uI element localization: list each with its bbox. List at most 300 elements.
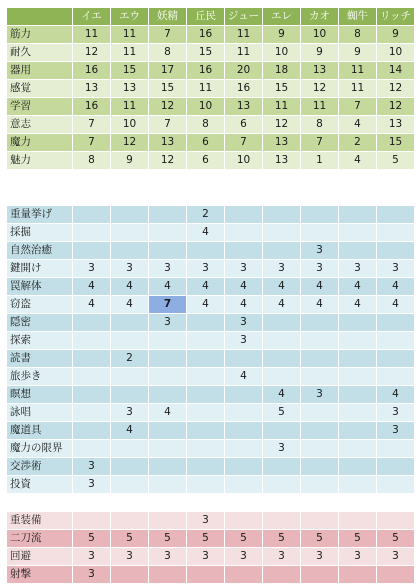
value-cell[interactable]: 17 <box>149 62 187 80</box>
value-cell[interactable]: 3 <box>301 548 339 566</box>
value-cell[interactable]: 11 <box>73 26 111 44</box>
value-cell[interactable] <box>73 350 111 368</box>
value-cell[interactable]: 10 <box>225 152 263 170</box>
value-cell[interactable]: 3 <box>149 548 187 566</box>
value-cell[interactable] <box>111 440 149 458</box>
value-cell[interactable] <box>73 206 111 224</box>
value-cell[interactable] <box>187 314 225 332</box>
value-cell[interactable] <box>377 458 415 476</box>
value-cell[interactable]: 3 <box>73 458 111 476</box>
value-cell[interactable] <box>263 512 301 530</box>
value-cell[interactable]: 11 <box>339 62 377 80</box>
value-cell[interactable]: 7 <box>73 134 111 152</box>
column-header[interactable]: ジュー <box>225 8 263 26</box>
value-cell[interactable]: 7 <box>225 134 263 152</box>
value-cell[interactable] <box>301 224 339 242</box>
value-cell[interactable]: 12 <box>301 80 339 98</box>
value-cell[interactable]: 4 <box>377 386 415 404</box>
value-cell[interactable]: 5 <box>111 530 149 548</box>
value-cell[interactable] <box>111 242 149 260</box>
blank-cell <box>7 188 73 206</box>
row-label[interactable]: 読書 <box>7 350 73 368</box>
value-cell[interactable]: 9 <box>377 26 415 44</box>
value-cell[interactable] <box>225 242 263 260</box>
value-cell[interactable]: 10 <box>377 44 415 62</box>
value-cell[interactable]: 4 <box>263 386 301 404</box>
value-cell[interactable] <box>263 224 301 242</box>
value-cell[interactable]: 4 <box>225 368 263 386</box>
value-cell[interactable]: 4 <box>111 422 149 440</box>
selected-cell[interactable]: 7 <box>149 296 187 314</box>
value-cell[interactable] <box>73 512 111 530</box>
value-cell[interactable]: 13 <box>149 134 187 152</box>
value-cell[interactable] <box>73 386 111 404</box>
value-cell[interactable] <box>187 242 225 260</box>
row-label[interactable]: 投資 <box>7 476 73 494</box>
value-cell[interactable] <box>187 476 225 494</box>
value-cell[interactable]: 4 <box>263 296 301 314</box>
value-cell[interactable]: 4 <box>73 296 111 314</box>
value-cell[interactable]: 2 <box>339 134 377 152</box>
value-cell[interactable] <box>73 332 111 350</box>
value-cell[interactable]: 2 <box>187 206 225 224</box>
value-cell[interactable] <box>111 386 149 404</box>
value-cell[interactable]: 4 <box>187 296 225 314</box>
row-label[interactable]: 探索 <box>7 332 73 350</box>
value-cell[interactable] <box>339 206 377 224</box>
value-cell[interactable]: 4 <box>263 278 301 296</box>
row-label[interactable]: 重装備 <box>7 512 73 530</box>
value-cell[interactable] <box>377 368 415 386</box>
row-label[interactable]: 鍵開け <box>7 260 73 278</box>
value-cell[interactable] <box>377 512 415 530</box>
value-cell[interactable]: 5 <box>263 530 301 548</box>
value-cell[interactable]: 15 <box>187 44 225 62</box>
row-label[interactable]: 採掘 <box>7 224 73 242</box>
row-label[interactable]: 窃盗 <box>7 296 73 314</box>
row-label[interactable]: 交渉術 <box>7 458 73 476</box>
value-cell[interactable]: 10 <box>111 116 149 134</box>
value-cell[interactable]: 3 <box>73 476 111 494</box>
value-cell[interactable]: 5 <box>377 530 415 548</box>
value-cell[interactable] <box>339 224 377 242</box>
value-cell[interactable] <box>377 350 415 368</box>
value-cell[interactable] <box>149 476 187 494</box>
value-cell[interactable] <box>73 224 111 242</box>
row-label[interactable]: 射撃 <box>7 566 73 584</box>
value-cell[interactable]: 4 <box>377 278 415 296</box>
value-cell[interactable]: 16 <box>73 98 111 116</box>
value-cell[interactable]: 3 <box>377 404 415 422</box>
value-cell[interactable]: 3 <box>339 260 377 278</box>
value-cell[interactable] <box>149 566 187 584</box>
skill-row <box>7 368 415 386</box>
value-cell[interactable] <box>225 224 263 242</box>
stat-row <box>7 44 415 62</box>
value-cell[interactable]: 7 <box>149 116 187 134</box>
value-cell[interactable]: 5 <box>225 530 263 548</box>
value-cell[interactable] <box>225 206 263 224</box>
value-cell[interactable]: 3 <box>339 548 377 566</box>
value-cell[interactable]: 3 <box>187 548 225 566</box>
value-cell[interactable] <box>149 440 187 458</box>
value-cell[interactable]: 3 <box>377 260 415 278</box>
value-cell[interactable] <box>225 386 263 404</box>
value-cell[interactable] <box>149 386 187 404</box>
value-cell[interactable]: 11 <box>111 44 149 62</box>
value-cell[interactable]: 6 <box>187 134 225 152</box>
value-cell[interactable]: 3 <box>111 404 149 422</box>
value-cell[interactable]: 4 <box>339 278 377 296</box>
column-header[interactable]: エウ <box>111 8 149 26</box>
value-cell[interactable] <box>187 332 225 350</box>
value-cell[interactable] <box>149 332 187 350</box>
row-label[interactable]: 自然治癒 <box>7 242 73 260</box>
value-cell[interactable]: 4 <box>111 296 149 314</box>
value-cell[interactable] <box>111 512 149 530</box>
value-cell[interactable] <box>225 422 263 440</box>
value-cell[interactable] <box>301 332 339 350</box>
value-cell[interactable]: 7 <box>149 26 187 44</box>
value-cell[interactable]: 3 <box>225 548 263 566</box>
row-label[interactable]: 回避 <box>7 548 73 566</box>
value-cell[interactable]: 8 <box>73 152 111 170</box>
value-cell[interactable] <box>301 476 339 494</box>
skill-row <box>7 458 415 476</box>
value-cell[interactable]: 4 <box>111 278 149 296</box>
value-cell[interactable]: 8 <box>149 44 187 62</box>
value-cell[interactable] <box>225 476 263 494</box>
row-label[interactable]: 意志 <box>7 116 73 134</box>
value-cell[interactable]: 5 <box>149 530 187 548</box>
blank-cell <box>301 188 339 206</box>
value-cell[interactable] <box>377 314 415 332</box>
value-cell[interactable] <box>149 224 187 242</box>
value-cell[interactable] <box>301 368 339 386</box>
value-cell[interactable] <box>339 422 377 440</box>
blank-cell <box>225 170 263 188</box>
value-cell[interactable]: 13 <box>263 152 301 170</box>
value-cell[interactable]: 15 <box>149 80 187 98</box>
value-cell[interactable] <box>111 458 149 476</box>
value-cell[interactable] <box>187 404 225 422</box>
race-skill-table <box>6 7 415 584</box>
value-cell[interactable]: 3 <box>377 422 415 440</box>
value-cell[interactable] <box>339 332 377 350</box>
row-label[interactable]: 二刀流 <box>7 530 73 548</box>
value-cell[interactable]: 3 <box>73 548 111 566</box>
value-cell[interactable]: 5 <box>263 404 301 422</box>
value-cell[interactable] <box>111 368 149 386</box>
value-cell[interactable] <box>187 566 225 584</box>
value-cell[interactable]: 8 <box>301 116 339 134</box>
value-cell[interactable]: 3 <box>73 260 111 278</box>
value-cell[interactable]: 10 <box>187 98 225 116</box>
value-cell[interactable] <box>263 566 301 584</box>
value-cell[interactable]: 16 <box>187 26 225 44</box>
value-cell[interactable] <box>187 368 225 386</box>
value-cell[interactable] <box>73 242 111 260</box>
row-label[interactable]: 耐久 <box>7 44 73 62</box>
value-cell[interactable]: 4 <box>187 278 225 296</box>
value-cell[interactable]: 11 <box>301 98 339 116</box>
value-cell[interactable]: 5 <box>187 530 225 548</box>
value-cell[interactable]: 3 <box>263 260 301 278</box>
value-cell[interactable]: 4 <box>149 404 187 422</box>
value-cell[interactable]: 11 <box>263 98 301 116</box>
row-label[interactable]: 魔道具 <box>7 422 73 440</box>
value-cell[interactable]: 13 <box>263 134 301 152</box>
value-cell[interactable] <box>187 350 225 368</box>
value-cell[interactable] <box>149 242 187 260</box>
value-cell[interactable]: 3 <box>149 314 187 332</box>
value-cell[interactable] <box>73 404 111 422</box>
value-cell[interactable] <box>225 566 263 584</box>
value-cell[interactable]: 3 <box>149 260 187 278</box>
value-cell[interactable]: 4 <box>73 278 111 296</box>
value-cell[interactable]: 11 <box>339 80 377 98</box>
value-cell[interactable]: 3 <box>187 512 225 530</box>
value-cell[interactable] <box>73 314 111 332</box>
column-header[interactable]: 妖精 <box>149 8 187 26</box>
value-cell[interactable] <box>301 314 339 332</box>
value-cell[interactable] <box>377 440 415 458</box>
value-cell[interactable]: 9 <box>111 152 149 170</box>
value-cell[interactable] <box>301 422 339 440</box>
value-cell[interactable] <box>111 224 149 242</box>
value-cell[interactable] <box>301 206 339 224</box>
value-cell[interactable]: 4 <box>301 278 339 296</box>
value-cell[interactable]: 3 <box>187 260 225 278</box>
value-cell[interactable] <box>301 440 339 458</box>
value-cell[interactable] <box>301 566 339 584</box>
value-cell[interactable]: 6 <box>187 152 225 170</box>
value-cell[interactable]: 4 <box>301 296 339 314</box>
value-cell[interactable]: 11 <box>225 44 263 62</box>
value-cell[interactable]: 11 <box>225 26 263 44</box>
value-cell[interactable] <box>225 350 263 368</box>
value-cell[interactable]: 18 <box>263 62 301 80</box>
row-label[interactable]: 魅力 <box>7 152 73 170</box>
value-cell[interactable] <box>301 404 339 422</box>
value-cell[interactable]: 11 <box>111 98 149 116</box>
value-cell[interactable]: 4 <box>339 152 377 170</box>
value-cell[interactable] <box>339 458 377 476</box>
row-label[interactable]: 詠唱 <box>7 404 73 422</box>
value-cell[interactable]: 12 <box>73 44 111 62</box>
value-cell[interactable] <box>377 332 415 350</box>
value-cell[interactable] <box>263 422 301 440</box>
value-cell[interactable]: 7 <box>339 98 377 116</box>
value-cell[interactable]: 3 <box>111 548 149 566</box>
value-cell[interactable] <box>149 422 187 440</box>
value-cell[interactable] <box>339 440 377 458</box>
value-cell[interactable]: 3 <box>301 260 339 278</box>
value-cell[interactable]: 3 <box>225 314 263 332</box>
value-cell[interactable]: 12 <box>377 98 415 116</box>
value-cell[interactable] <box>187 458 225 476</box>
value-cell[interactable] <box>339 242 377 260</box>
value-cell[interactable]: 3 <box>301 242 339 260</box>
value-cell[interactable] <box>149 458 187 476</box>
value-cell[interactable]: 3 <box>301 386 339 404</box>
value-cell[interactable]: 16 <box>73 62 111 80</box>
value-cell[interactable] <box>111 476 149 494</box>
value-cell[interactable] <box>225 512 263 530</box>
value-cell[interactable] <box>377 242 415 260</box>
combat-skill-row <box>7 566 415 584</box>
value-cell[interactable] <box>377 206 415 224</box>
column-header[interactable]: 蜘牛 <box>339 8 377 26</box>
value-cell[interactable]: 10 <box>263 44 301 62</box>
column-header[interactable]: イエ <box>73 8 111 26</box>
value-cell[interactable] <box>149 350 187 368</box>
value-cell[interactable]: 4 <box>149 278 187 296</box>
value-cell[interactable] <box>339 404 377 422</box>
value-cell[interactable]: 13 <box>111 80 149 98</box>
value-cell[interactable]: 12 <box>263 116 301 134</box>
value-cell[interactable]: 12 <box>377 80 415 98</box>
value-cell[interactable] <box>339 386 377 404</box>
value-cell[interactable] <box>339 512 377 530</box>
value-cell[interactable] <box>187 386 225 404</box>
value-cell[interactable] <box>149 206 187 224</box>
value-cell[interactable] <box>339 368 377 386</box>
value-cell[interactable]: 8 <box>339 26 377 44</box>
value-cell[interactable] <box>111 332 149 350</box>
value-cell[interactable]: 12 <box>149 98 187 116</box>
value-cell[interactable] <box>225 440 263 458</box>
value-cell[interactable]: 15 <box>377 134 415 152</box>
value-cell[interactable]: 13 <box>225 98 263 116</box>
value-cell[interactable]: 5 <box>73 530 111 548</box>
value-cell[interactable]: 4 <box>187 224 225 242</box>
value-cell[interactable] <box>73 440 111 458</box>
value-cell[interactable] <box>263 476 301 494</box>
value-cell[interactable] <box>339 314 377 332</box>
value-cell[interactable]: 3 <box>225 260 263 278</box>
row-label[interactable]: 瞑想 <box>7 386 73 404</box>
value-cell[interactable]: 1 <box>301 152 339 170</box>
value-cell[interactable] <box>225 404 263 422</box>
value-cell[interactable] <box>263 242 301 260</box>
value-cell[interactable]: 12 <box>111 134 149 152</box>
value-cell[interactable]: 20 <box>225 62 263 80</box>
value-cell[interactable] <box>263 332 301 350</box>
value-cell[interactable] <box>377 566 415 584</box>
value-cell[interactable] <box>377 476 415 494</box>
value-cell[interactable]: 3 <box>73 566 111 584</box>
value-cell[interactable] <box>73 368 111 386</box>
value-cell[interactable] <box>111 206 149 224</box>
value-cell[interactable] <box>111 314 149 332</box>
value-cell[interactable]: 11 <box>111 26 149 44</box>
value-cell[interactable] <box>263 368 301 386</box>
value-cell[interactable] <box>225 458 263 476</box>
blank-cell <box>225 494 263 512</box>
value-cell[interactable] <box>187 422 225 440</box>
value-cell[interactable]: 5 <box>301 530 339 548</box>
value-cell[interactable]: 4 <box>225 296 263 314</box>
value-cell[interactable]: 3 <box>263 548 301 566</box>
row-label[interactable]: 隠密 <box>7 314 73 332</box>
value-cell[interactable]: 9 <box>263 26 301 44</box>
value-cell[interactable] <box>301 350 339 368</box>
value-cell[interactable]: 3 <box>263 440 301 458</box>
row-label[interactable]: 感覚 <box>7 80 73 98</box>
column-header[interactable]: エレ <box>263 8 301 26</box>
value-cell[interactable] <box>263 458 301 476</box>
column-header[interactable]: カオ <box>301 8 339 26</box>
value-cell[interactable] <box>339 350 377 368</box>
value-cell[interactable]: 11 <box>187 80 225 98</box>
value-cell[interactable]: 10 <box>301 26 339 44</box>
value-cell[interactable]: 4 <box>339 116 377 134</box>
value-cell[interactable]: 14 <box>377 62 415 80</box>
column-header[interactable]: リッチ <box>377 8 415 26</box>
value-cell[interactable] <box>339 566 377 584</box>
stat-row <box>7 116 415 134</box>
blank-cell <box>377 494 415 512</box>
value-cell[interactable] <box>149 512 187 530</box>
value-cell[interactable] <box>339 476 377 494</box>
value-cell[interactable]: 13 <box>73 80 111 98</box>
value-cell[interactable]: 15 <box>111 62 149 80</box>
row-label[interactable]: 魔力の限界 <box>7 440 73 458</box>
value-cell[interactable] <box>149 368 187 386</box>
row-label[interactable]: 学習 <box>7 98 73 116</box>
value-cell[interactable]: 2 <box>111 350 149 368</box>
value-cell[interactable]: 13 <box>301 62 339 80</box>
value-cell[interactable]: 3 <box>111 260 149 278</box>
value-cell[interactable]: 9 <box>339 44 377 62</box>
value-cell[interactable] <box>377 224 415 242</box>
value-cell[interactable] <box>73 422 111 440</box>
row-label[interactable]: 重量挙げ <box>7 206 73 224</box>
value-cell[interactable]: 9 <box>301 44 339 62</box>
row-label[interactable]: 筋力 <box>7 26 73 44</box>
value-cell[interactable] <box>263 350 301 368</box>
value-cell[interactable] <box>263 206 301 224</box>
value-cell[interactable]: 4 <box>339 296 377 314</box>
value-cell[interactable]: 4 <box>225 278 263 296</box>
value-cell[interactable] <box>263 314 301 332</box>
value-cell[interactable]: 4 <box>377 296 415 314</box>
value-cell[interactable]: 5 <box>339 530 377 548</box>
value-cell[interactable] <box>111 566 149 584</box>
value-cell[interactable] <box>301 458 339 476</box>
value-cell[interactable]: 3 <box>225 332 263 350</box>
value-cell[interactable]: 3 <box>377 548 415 566</box>
value-cell[interactable]: 12 <box>149 152 187 170</box>
value-cell[interactable]: 8 <box>187 116 225 134</box>
value-cell[interactable]: 16 <box>187 62 225 80</box>
value-cell[interactable]: 7 <box>301 134 339 152</box>
row-label[interactable]: 罠解体 <box>7 278 73 296</box>
value-cell[interactable]: 5 <box>377 152 415 170</box>
value-cell[interactable]: 16 <box>225 80 263 98</box>
row-label[interactable]: 魔力 <box>7 134 73 152</box>
value-cell[interactable]: 13 <box>377 116 415 134</box>
row-label[interactable]: 旅歩き <box>7 368 73 386</box>
row-label[interactable]: 器用 <box>7 62 73 80</box>
value-cell[interactable]: 6 <box>225 116 263 134</box>
value-cell[interactable]: 7 <box>73 116 111 134</box>
column-header[interactable]: 丘民 <box>187 8 225 26</box>
value-cell[interactable] <box>187 440 225 458</box>
value-cell[interactable]: 15 <box>263 80 301 98</box>
value-cell[interactable] <box>301 512 339 530</box>
